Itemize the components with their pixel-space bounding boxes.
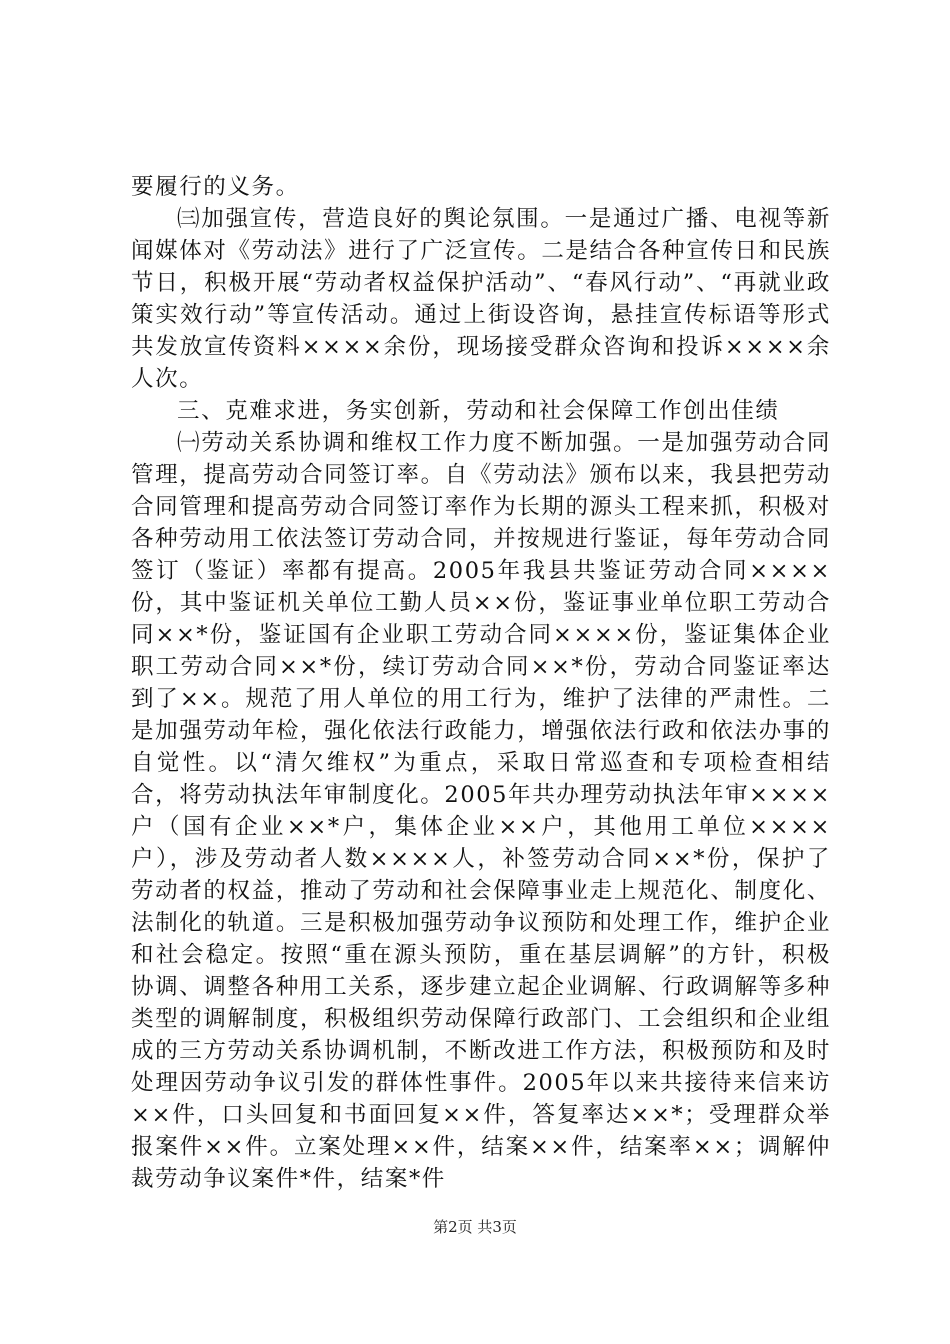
page-number-footer: 第2页 共3页 (433, 1218, 517, 1236)
document-body (131, 171, 831, 1195)
paragraph-labor-relations: ㈠劳动关系协调和维权工作力度不断加强。一是加强劳动合同管理，提高劳动合同签订率。自《劳动法》颁布以来，我县把劳动合同管理和提高劳动合同签订率作为长期的源头工程来抓，积极对各种劳动用工依法签订劳动合同，并按规进行鉴证，每年劳动合同签订（鉴证）率都有提高。2005年我县共鉴证劳动合同××××份，其中鉴证机关单位工勤人员××份，鉴证事业单位职工劳动合同××*份，鉴证国有企业职工劳动合同××××份，鉴证集体企业职工劳动合同××*份，续订劳动合同××*份，劳动合同鉴证率达到了××。规范了用人单位的用工行为，维护了法律的严肃性。二是加强劳动年检，强化依法行政能力，增强依法行政和依法办事的自觉性。以“清欠维权”为重点，采取日常巡查和专项检查相结合，将劳动执法年审制度化。2005年共办理劳动执法年审××××户（国有企业××*户，集体企业××户，其他用工单位××××户），涉及劳动者人数××××人，补签劳动合同××*份，保护了劳动者的权益，推动了劳动和社会保障事业走上规范化、制度化、法制化的轨道。三是积极加强劳动争议预防和处理工作，维护企业和社会稳定。按照“重在源头预防，重在基层调解”的方针，积极协调、调整各种用工关系，逐步建立起企业调解、行政调解等多种类型的调解制度，积极组织劳动保障行政部门、工会组织和企业组成的三方劳动关系协调机制，不断改进工作方法，积极预防和及时处理因劳动争议引发的群体性事件。2005年以来共接待来信来访××件，口头回复和书面回复××件，答复率达××*；受理群众举报案件××件。立案处理××件，结案××件，结案率××；调解仲裁劳动争议案件*件，结案*件 (131, 430, 831, 1192)
section-heading: 三、克难求进，务实创新，劳动和社会保障工作创出佳绩 (177, 398, 780, 424)
paragraph-publicity: ㈢加强宣传，营造良好的舆论氛围。一是通过广播、电视等新闻媒体对《劳动法》进行了广泛宣传。二是结合各种宣传日和民族节日，积极开展“劳动者权益保护活动”、“春风行动”、“再就业政策实效行动”等宣传活动。通过上街设咨询，悬挂宣传标语等形式共发放宣传资料××××余份，现场接受群众咨询和投诉××××余人次。 (131, 206, 831, 392)
paragraph-continuation: 要履行的义务。 (131, 174, 300, 200)
